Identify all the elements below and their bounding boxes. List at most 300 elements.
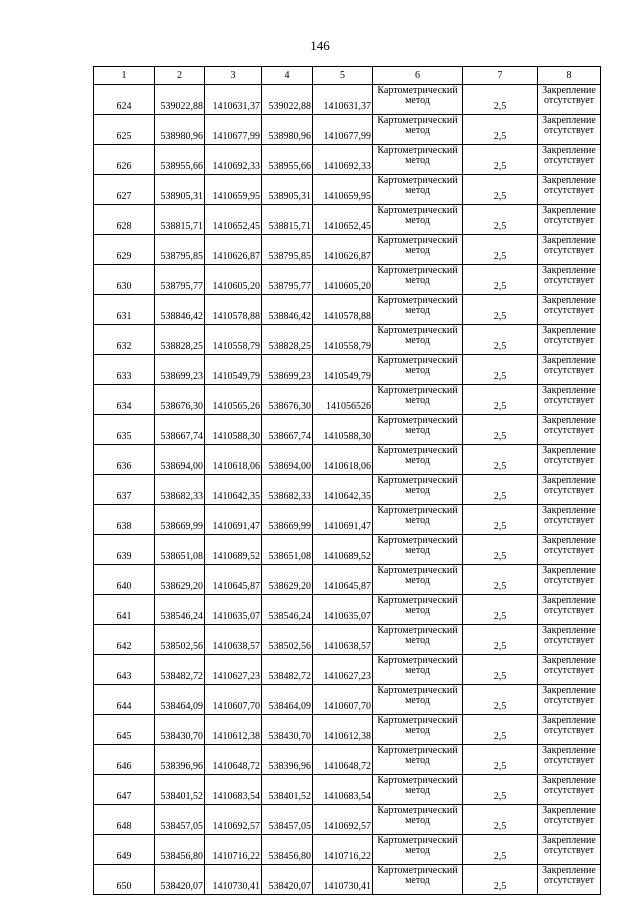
method-text: метод [405,815,430,826]
coordinate-cell: 538430,70 [262,715,313,745]
table-row [94,205,601,235]
coordinate-cell: 1410626,87 [205,235,262,265]
fixing-cell [538,715,601,745]
coordinate-cell: 1410635,07 [205,595,262,625]
coordinate-cell: 538815,71 [155,205,205,235]
table-row [94,115,601,145]
fixing-cell [538,385,601,415]
coordinate-cell: 1410627,23 [205,655,262,685]
method-text: метод [405,665,430,676]
method-cell [373,115,463,145]
accuracy-cell: 2,5 [463,685,538,715]
fixing-cell [538,265,601,295]
coordinate-cell: 1410692,57 [205,805,262,835]
fixing-cell [538,595,601,625]
accuracy-cell: 2,5 [463,265,538,295]
accuracy-cell: 2,5 [463,295,538,325]
accuracy-cell: 2,5 [463,115,538,145]
coordinate-cell: 538546,24 [262,595,313,625]
method-text: метод [405,95,430,106]
fixing-text: отсутствует [543,125,595,136]
coordinate-cell: 1410605,20 [205,265,262,295]
method-text: метод [405,425,430,436]
method-text: Картометрический [377,85,458,96]
coordinate-cell: 538464,09 [155,685,205,715]
method-text: метод [405,785,430,796]
coordinate-cell: 538676,30 [262,385,313,415]
fixing-text: Закрепление [542,385,596,396]
fixing-cell [538,475,601,505]
fixing-cell [538,175,601,205]
coordinate-cell: 538699,23 [262,355,313,385]
accuracy-cell: 2,5 [463,535,538,565]
fixing-text: отсутствует [543,695,595,706]
coordinate-cell: 538980,96 [155,115,205,145]
accuracy-cell: 2,5 [463,235,538,265]
point-number-cell: 649 [94,835,155,865]
fixing-text: отсутствует [543,665,595,676]
point-number-cell: 645 [94,715,155,745]
table-row [94,415,601,445]
header-row [94,67,601,85]
method-text: Картометрический [377,415,458,426]
fixing-text: отсутствует [543,755,595,766]
fixing-text: Закрепление [542,475,596,486]
method-text: Картометрический [377,445,458,456]
method-text: метод [405,245,430,256]
fixing-cell [538,505,601,535]
method-cell [373,445,463,475]
fixing-text: Закрепление [542,415,596,426]
fixing-text: Закрепление [542,595,596,606]
accuracy-cell: 2,5 [463,835,538,865]
coordinate-cell: 539022,88 [155,85,205,115]
table-row [94,175,601,205]
coordinate-cell: 1410652,45 [205,205,262,235]
method-text: метод [405,725,430,736]
method-text: Картометрический [377,205,458,216]
method-text: метод [405,875,430,886]
method-cell [373,595,463,625]
fixing-cell [538,235,601,265]
coordinate-cell: 1410549,79 [313,355,373,385]
fixing-text: отсутствует [543,275,595,286]
point-number-cell: 636 [94,445,155,475]
fixing-text: Закрепление [542,235,596,246]
fixing-text: Закрепление [542,565,596,576]
coordinate-cell: 1410677,99 [205,115,262,145]
fixing-cell [538,655,601,685]
coordinate-cell: 1410588,30 [205,415,262,445]
accuracy-cell: 2,5 [463,745,538,775]
table-row [94,145,601,175]
fixing-cell [538,565,601,595]
point-number-cell: 626 [94,145,155,175]
fixing-cell [538,775,601,805]
coordinate-cell: 1410716,22 [313,835,373,865]
coordinate-cell: 539022,88 [262,85,313,115]
method-text: Картометрический [377,475,458,486]
fixing-text: Закрепление [542,805,596,816]
point-number-cell: 647 [94,775,155,805]
table-row [94,775,601,805]
coordinate-cell: 538828,25 [262,325,313,355]
column-header-6: 6 [373,67,463,85]
fixing-cell [538,295,601,325]
coordinate-cell: 538955,66 [262,145,313,175]
method-text: Картометрический [377,265,458,276]
coordinate-cell: 1410692,57 [313,805,373,835]
table-row [94,295,601,325]
fixing-text: отсутствует [543,515,595,526]
coordinate-cell: 1410689,52 [313,535,373,565]
coordinate-cell: 538420,07 [155,865,205,895]
method-text: Картометрический [377,235,458,246]
fixing-cell [538,325,601,355]
method-cell [373,865,463,895]
method-cell [373,535,463,565]
coordinate-cell: 538546,24 [155,595,205,625]
fixing-text: отсутствует [543,545,595,556]
coordinate-cell: 1410607,70 [313,685,373,715]
fixing-text: отсутствует [543,395,595,406]
fixing-cell [538,355,601,385]
coordinate-cell: 1410683,54 [205,775,262,805]
coordinate-cell: 1410730,41 [205,865,262,895]
coordinate-cell: 538669,99 [155,505,205,535]
fixing-text: отсутствует [543,815,595,826]
fixing-text: отсутствует [543,185,595,196]
table-row [94,535,601,565]
fixing-text: Закрепление [542,355,596,366]
accuracy-cell: 2,5 [463,145,538,175]
method-text: Картометрический [377,385,458,396]
coordinate-cell: 538682,33 [155,475,205,505]
coordinate-cell: 538651,08 [262,535,313,565]
coordinate-cell: 538795,77 [262,265,313,295]
coordinate-cell: 538795,77 [155,265,205,295]
method-text: Картометрический [377,355,458,366]
table-row [94,355,601,385]
coordinate-cell: 1410645,87 [313,565,373,595]
coordinate-cell: 538401,52 [155,775,205,805]
method-text: Картометрический [377,745,458,756]
method-text: метод [405,365,430,376]
table-row [94,325,601,355]
coordinate-cell: 538457,05 [262,805,313,835]
coordinate-cell: 538396,96 [262,745,313,775]
accuracy-cell: 2,5 [463,565,538,595]
point-number-cell: 634 [94,385,155,415]
accuracy-cell: 2,5 [463,205,538,235]
fixing-cell [538,415,601,445]
fixing-text: отсутствует [543,215,595,226]
fixing-cell [538,445,601,475]
coordinate-cell: 538980,96 [262,115,313,145]
method-text: метод [405,185,430,196]
method-text: метод [405,605,430,616]
accuracy-cell: 2,5 [463,805,538,835]
method-cell [373,235,463,265]
method-text: метод [405,125,430,136]
coordinate-cell: 1410730,41 [313,865,373,895]
coordinate-cell: 538669,99 [262,505,313,535]
accuracy-cell: 2,5 [463,595,538,625]
accuracy-cell: 2,5 [463,625,538,655]
fixing-text: Закрепление [542,745,596,756]
fixing-text: Закрепление [542,325,596,336]
fixing-text: Закрепление [542,505,596,516]
method-text: Картометрический [377,805,458,816]
coordinate-cell: 538694,00 [262,445,313,475]
method-cell [373,415,463,445]
fixing-text: Закрепление [542,625,596,636]
point-number-cell: 648 [94,805,155,835]
coordinate-cell: 538482,72 [155,655,205,685]
method-text: Картометрический [377,565,458,576]
method-text: Картометрический [377,115,458,126]
method-text: Картометрический [377,505,458,516]
point-number-cell: 639 [94,535,155,565]
point-number-cell: 632 [94,325,155,355]
coordinates-table [93,66,601,895]
coordinate-cell: 538420,07 [262,865,313,895]
column-header-4: 4 [262,67,313,85]
accuracy-cell: 2,5 [463,475,538,505]
method-cell [373,355,463,385]
fixing-text: Закрепление [542,865,596,876]
coordinate-cell: 141056526 [313,385,373,415]
coordinate-cell: 1410638,57 [205,625,262,655]
coordinate-cell: 538682,33 [262,475,313,505]
method-cell [373,685,463,715]
point-number-cell: 643 [94,655,155,685]
coordinate-cell: 1410691,47 [313,505,373,535]
fixing-text: Закрепление [542,715,596,726]
fixing-text: отсутствует [543,335,595,346]
point-number-cell: 630 [94,265,155,295]
fixing-text: Закрепление [542,685,596,696]
coordinate-cell: 1410578,88 [205,295,262,325]
accuracy-cell: 2,5 [463,415,538,445]
fixing-text: Закрепление [542,655,596,666]
table-row [94,625,601,655]
method-cell [373,625,463,655]
method-cell [373,715,463,745]
method-text: метод [405,545,430,556]
coordinate-cell: 1410677,99 [313,115,373,145]
accuracy-cell: 2,5 [463,865,538,895]
method-cell [373,745,463,775]
coordinate-cell: 538676,30 [155,385,205,415]
fixing-text: Закрепление [542,265,596,276]
coordinate-cell: 538699,23 [155,355,205,385]
coordinate-cell: 538828,25 [155,325,205,355]
point-number-cell: 627 [94,175,155,205]
fixing-text: отсутствует [543,155,595,166]
coordinate-cell: 1410612,38 [313,715,373,745]
point-number-cell: 635 [94,415,155,445]
method-text: метод [405,575,430,586]
coordinate-cell: 1410605,20 [313,265,373,295]
fixing-cell [538,145,601,175]
point-number-cell: 640 [94,565,155,595]
coordinate-cell: 538482,72 [262,655,313,685]
accuracy-cell: 2,5 [463,85,538,115]
coordinate-cell: 1410648,72 [205,745,262,775]
table-row [94,595,601,625]
table-row [94,655,601,685]
accuracy-cell: 2,5 [463,445,538,475]
table-row [94,715,601,745]
table-row [94,865,601,895]
fixing-text: отсутствует [543,365,595,376]
coordinate-cell: 1410627,23 [313,655,373,685]
coordinate-cell: 1410692,33 [313,145,373,175]
coordinate-cell: 538629,20 [262,565,313,595]
fixing-text: Закрепление [542,445,596,456]
coordinate-cell: 1410578,88 [313,295,373,325]
method-text: метод [405,755,430,766]
fixing-text: Закрепление [542,835,596,846]
fixing-text: отсутствует [543,635,595,646]
coordinate-cell: 1410631,37 [313,85,373,115]
method-text: метод [405,845,430,856]
method-text: Картометрический [377,625,458,636]
method-text: Картометрический [377,325,458,336]
coordinate-cell: 538846,42 [155,295,205,325]
coordinate-cell: 538502,56 [262,625,313,655]
fixing-text: отсутствует [543,305,595,316]
method-cell [373,175,463,205]
column-header-3: 3 [205,67,262,85]
coordinate-cell: 538815,71 [262,205,313,235]
coordinate-cell: 1410692,33 [205,145,262,175]
table-header [94,67,601,85]
fixing-text: отсутствует [543,845,595,856]
table-row [94,385,601,415]
method-text: метод [405,455,430,466]
coordinate-cell: 1410618,06 [205,445,262,475]
point-number-cell: 629 [94,235,155,265]
table-row [94,805,601,835]
fixing-text: Закрепление [542,115,596,126]
method-cell [373,295,463,325]
point-number-cell: 628 [94,205,155,235]
method-text: Картометрический [377,595,458,606]
coordinate-cell: 538905,31 [155,175,205,205]
coordinate-cell: 538502,56 [155,625,205,655]
fixing-text: Закрепление [542,145,596,156]
fixing-text: отсутствует [543,575,595,586]
coordinate-cell: 538464,09 [262,685,313,715]
method-text: Картометрический [377,175,458,186]
method-cell [373,385,463,415]
method-cell [373,655,463,685]
fixing-text: Закрепление [542,175,596,186]
coordinate-cell: 1410689,52 [205,535,262,565]
table-row [94,85,601,115]
column-header-5: 5 [313,67,373,85]
column-header-8: 8 [538,67,601,85]
method-text: Картометрический [377,145,458,156]
coordinate-cell: 538456,80 [262,835,313,865]
fixing-text: отсутствует [543,245,595,256]
point-number-cell: 650 [94,865,155,895]
method-cell [373,85,463,115]
coordinate-cell: 1410691,47 [205,505,262,535]
point-number-cell: 637 [94,475,155,505]
accuracy-cell: 2,5 [463,385,538,415]
method-cell [373,475,463,505]
coordinate-cell: 1410683,54 [313,775,373,805]
method-cell [373,805,463,835]
table-row [94,445,601,475]
fixing-cell [538,115,601,145]
method-text: Картометрический [377,775,458,786]
coordinate-cell: 1410652,45 [313,205,373,235]
coordinate-cell: 538396,96 [155,745,205,775]
method-cell [373,265,463,295]
fixing-text: Закрепление [542,295,596,306]
fixing-cell [538,745,601,775]
fixing-cell [538,85,601,115]
method-text: Картометрический [377,715,458,726]
coordinate-cell: 538629,20 [155,565,205,595]
coordinate-cell: 1410588,30 [313,415,373,445]
method-text: метод [405,275,430,286]
table-row [94,565,601,595]
table-row [94,745,601,775]
fixing-cell [538,205,601,235]
coordinate-cell: 1410558,79 [205,325,262,355]
fixing-cell [538,865,601,895]
fixing-text: Закрепление [542,535,596,546]
fixing-cell [538,625,601,655]
coordinate-cell: 1410607,70 [205,685,262,715]
point-number-cell: 641 [94,595,155,625]
method-text: метод [405,155,430,166]
coordinate-cell: 538795,85 [262,235,313,265]
table-body [94,85,601,895]
coordinate-cell: 1410716,22 [205,835,262,865]
point-number-cell: 625 [94,115,155,145]
coordinate-cell: 1410631,37 [205,85,262,115]
method-text: Картометрический [377,535,458,546]
method-text: метод [405,215,430,226]
method-text: Картометрический [377,685,458,696]
coordinate-cell: 1410645,87 [205,565,262,595]
fixing-text: Закрепление [542,85,596,96]
method-text: метод [405,635,430,646]
method-cell [373,775,463,805]
coordinate-cell: 538667,74 [262,415,313,445]
fixing-text: отсутствует [543,95,595,106]
coordinate-cell: 538795,85 [155,235,205,265]
coordinate-cell: 538430,70 [155,715,205,745]
coordinate-cell: 538694,00 [155,445,205,475]
coordinate-cell: 538456,80 [155,835,205,865]
fixing-text: отсутствует [543,485,595,496]
accuracy-cell: 2,5 [463,175,538,205]
coordinate-cell: 1410612,38 [205,715,262,745]
method-text: Картометрический [377,865,458,876]
table-row [94,505,601,535]
method-cell [373,325,463,355]
coordinate-cell: 1410618,06 [313,445,373,475]
point-number-cell: 631 [94,295,155,325]
coordinate-cell: 538651,08 [155,535,205,565]
